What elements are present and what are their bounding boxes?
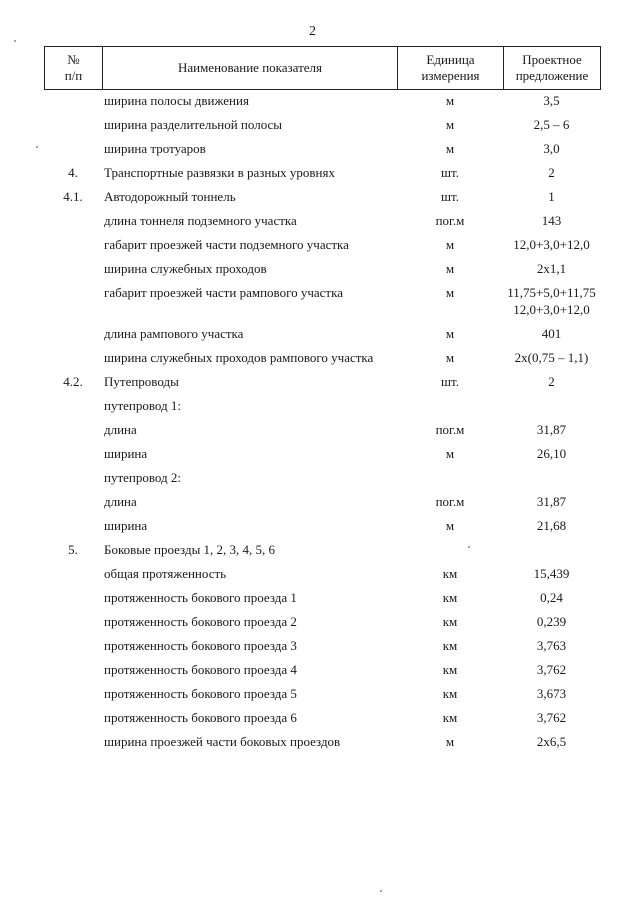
row-value [503, 397, 600, 414]
row-name: габарит проезжей части подземного участка [104, 237, 349, 252]
row-num [44, 589, 102, 606]
table-row [44, 517, 600, 534]
row-name: ширина [104, 446, 148, 461]
table-row [44, 445, 600, 462]
row-value: 401 [541, 326, 562, 341]
row-name: протяженность бокового проезда 5 [104, 686, 297, 701]
row-num [44, 421, 102, 438]
row-name: ширина полосы движения [104, 93, 249, 108]
row-value: 2х(0,75 – 1,1) [514, 350, 589, 365]
row-num [44, 140, 102, 157]
row-name: ширина [104, 518, 148, 533]
row-num [44, 733, 102, 750]
table-row [44, 349, 600, 366]
table-row [44, 469, 600, 486]
row-value: 3,762 [536, 710, 567, 725]
row-value: 26,10 [536, 446, 567, 461]
row-unit: шт. [441, 374, 459, 389]
row-num [44, 260, 102, 277]
table-row [44, 236, 600, 253]
page-number: 2 [309, 24, 316, 39]
scan-speck [380, 890, 382, 892]
table-row [44, 613, 600, 630]
row-value: 0,239 [536, 614, 567, 629]
row-value: 3,763 [536, 638, 567, 653]
row-unit [397, 397, 503, 414]
row-unit: м [445, 141, 455, 156]
row-name: длина рампового участка [104, 326, 244, 341]
row-name: Транспортные развязки в разных уровнях [104, 165, 335, 180]
row-unit: м [445, 446, 455, 461]
row-value: 15,439 [533, 566, 570, 581]
table-row [44, 733, 600, 750]
table-row [44, 589, 600, 606]
header-name: Наименование показателя [103, 47, 398, 90]
row-value: 3,0 [543, 141, 560, 156]
row-value: 143 [541, 213, 562, 228]
row-num [44, 349, 102, 366]
header-value: Проектное предложение [504, 47, 601, 90]
table-row [44, 709, 600, 726]
row-num [44, 284, 102, 318]
table-row [44, 421, 600, 438]
table-row [44, 212, 600, 229]
row-name: длина тоннеля подземного участка [104, 213, 297, 228]
row-value: 21,68 [536, 518, 567, 533]
row-unit: м [445, 117, 455, 132]
scan-speck [468, 546, 470, 548]
table-row [44, 284, 600, 318]
table-row [44, 260, 600, 277]
table-row [44, 565, 600, 582]
table-row [44, 116, 600, 133]
row-num [44, 397, 102, 414]
row-num [44, 685, 102, 702]
row-value: 2х6,5 [536, 734, 567, 749]
row-unit: м [445, 261, 455, 276]
row-num [44, 92, 102, 109]
table-row [44, 140, 600, 157]
row-name: Автодорожный тоннель [104, 189, 236, 204]
row-name: ширина тротуаров [104, 141, 206, 156]
table-body [44, 92, 600, 757]
row-name: протяженность бокового проезда 3 [104, 638, 297, 653]
header-unit: Единица измерения [398, 47, 504, 90]
table-row [44, 493, 600, 510]
row-num: 5. [68, 542, 78, 557]
table-row [44, 188, 600, 205]
row-name: протяженность бокового проезда 1 [104, 590, 297, 605]
row-num: 4.1. [63, 189, 83, 204]
row-unit: км [442, 662, 458, 677]
row-name: Путепроводы [104, 374, 179, 389]
row-unit: км [442, 710, 458, 725]
row-unit: м [445, 518, 455, 533]
row-name: длина [104, 422, 137, 437]
row-value [503, 469, 600, 486]
table-row [44, 92, 600, 109]
row-value: 2 [548, 374, 555, 389]
row-name: габарит проезжей части рампового участка [104, 285, 343, 300]
row-unit: м [445, 237, 455, 252]
row-unit: м [445, 350, 455, 365]
row-unit: шт. [441, 189, 459, 204]
row-value: 3,762 [536, 662, 567, 677]
row-value: 0,24 [540, 590, 563, 605]
row-name: длина [104, 494, 137, 509]
row-value: 31,87 [536, 422, 567, 437]
row-num [44, 661, 102, 678]
row-value: 31,87 [536, 494, 567, 509]
row-num [44, 517, 102, 534]
row-num [44, 469, 102, 486]
row-unit: км [442, 638, 458, 653]
row-unit: км [442, 590, 458, 605]
row-num: 4.2. [63, 374, 83, 389]
table-row [44, 397, 600, 414]
row-name: путепровод 2: [104, 470, 182, 485]
scan-speck [36, 146, 38, 148]
row-value: 2 [548, 165, 555, 180]
row-num [44, 613, 102, 630]
row-value: 12,0+3,0+12,0 [513, 237, 590, 252]
row-unit: пог.м [435, 422, 465, 437]
row-num [44, 236, 102, 253]
row-unit: м [445, 285, 455, 300]
scan-speck [14, 40, 16, 42]
row-unit: пог.м [435, 494, 465, 509]
row-name: путепровод 1: [104, 398, 182, 413]
table-row [44, 685, 600, 702]
row-num [44, 212, 102, 229]
row-value [503, 541, 600, 558]
table-header [44, 46, 601, 90]
table-row [44, 541, 600, 558]
row-value: 1 [548, 189, 555, 204]
table-row [44, 373, 600, 390]
row-name: общая протяженность [104, 566, 227, 581]
table-row [44, 661, 600, 678]
table-row [44, 325, 600, 342]
row-name: протяженность бокового проезда 6 [104, 710, 297, 725]
row-name: ширина разделительной полосы [104, 117, 283, 132]
row-num [44, 565, 102, 582]
row-num [44, 493, 102, 510]
table-row [44, 164, 600, 181]
row-value: 2x1,1 [536, 261, 567, 276]
row-value: 2,5 – 6 [533, 117, 570, 132]
row-value: 11,75+5,0+11,75 12,0+3,0+12,0 [507, 285, 596, 317]
row-unit: пог.м [435, 213, 465, 228]
row-value: 3,5 [543, 93, 560, 108]
row-unit: км [442, 686, 458, 701]
row-num [44, 445, 102, 462]
row-value: 3,673 [536, 686, 567, 701]
table-row [44, 637, 600, 654]
row-num: 4. [68, 165, 78, 180]
row-name: ширина служебных проходов рампового участка [104, 350, 374, 365]
row-unit: км [442, 614, 458, 629]
row-unit: км [442, 566, 458, 581]
row-unit: шт. [441, 165, 459, 180]
row-num [44, 709, 102, 726]
row-unit: м [445, 93, 455, 108]
row-unit [397, 469, 503, 486]
row-num [44, 637, 102, 654]
row-name: протяженность бокового проезда 4 [104, 662, 297, 677]
row-name: Боковые проезды 1, 2, 3, 4, 5, 6 [104, 542, 276, 557]
row-num [44, 325, 102, 342]
row-name: ширина служебных проходов [104, 261, 267, 276]
row-num [44, 116, 102, 133]
row-unit [397, 541, 503, 558]
header-num: № п/п [45, 47, 103, 90]
row-name: ширина проезжей части боковых проездов [104, 734, 341, 749]
row-name: протяженность бокового проезда 2 [104, 614, 297, 629]
row-unit: м [445, 734, 455, 749]
row-unit: м [445, 326, 455, 341]
